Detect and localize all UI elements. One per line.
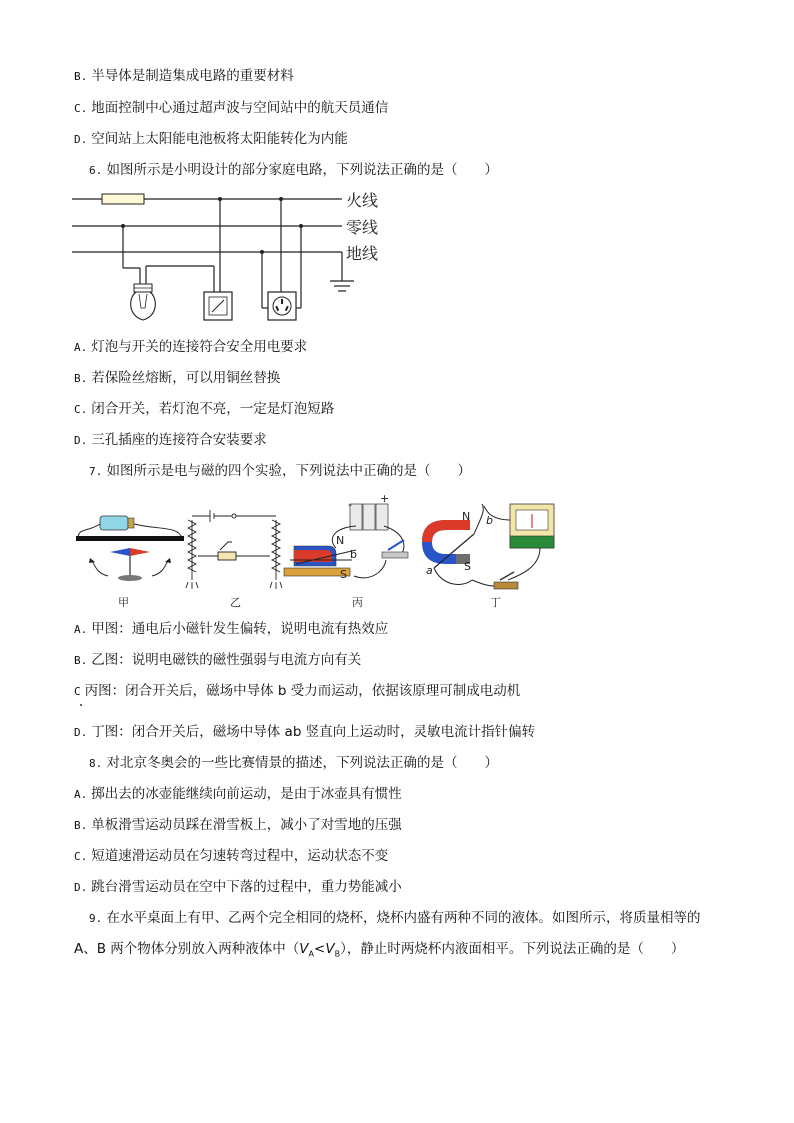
option-letter: A. <box>74 788 88 801</box>
option-letter: A. <box>74 623 88 636</box>
electromagnetism-figures <box>70 490 570 618</box>
option-text: 地面控制中心通过超声波与空间站中的航天员通信 <box>91 100 389 116</box>
option-text: 三孔插座的连接符合安装要求 <box>91 432 267 448</box>
ground-wire-label: 地线 <box>346 244 379 263</box>
caption-yi: 乙 <box>230 596 241 609</box>
option-text: 空间站上太阳能电池板将太阳能转化为内能 <box>91 131 348 147</box>
option-letter: B. <box>74 70 88 83</box>
question-number: 6. <box>89 164 103 177</box>
q8-option-c <box>74 847 388 866</box>
plus-label: + <box>380 492 390 505</box>
option-letter: D. <box>74 133 88 146</box>
question-text: 如图所示是电与磁的四个实验，下列说法中正确的是（ ） <box>106 463 472 479</box>
q7-option-d <box>74 723 535 742</box>
q9-stem-line1 <box>89 909 701 928</box>
volume-subscript-a: A <box>308 949 315 959</box>
caption-bing: 丙 <box>352 596 363 609</box>
question-text: 对北京冬奥会的一些比赛情景的描述，下列说法正确的是（ ） <box>106 755 499 771</box>
option-text: 闭合开关，若灯泡不亮，一定是灯泡短路 <box>91 401 335 417</box>
q8-stem <box>89 754 498 773</box>
three-hole-socket-icon <box>268 292 296 320</box>
household-circuit-figure <box>70 186 400 326</box>
question-text: 在水平桌面上有甲、乙两个完全相同的烧杯，烧杯内盛有两种不同的液体。如图所示，将质量相等的 <box>106 910 701 926</box>
oersted-experiment-icon <box>76 516 184 581</box>
option-text: 灯泡与开关的连接符合安全用电要求 <box>91 339 308 355</box>
option-letter: C. <box>74 850 88 863</box>
question-number: 7. <box>89 465 103 478</box>
option-letter: B. <box>74 819 88 832</box>
q6-option-d <box>74 431 267 450</box>
question-number: 8. <box>89 757 103 770</box>
option-letter: C. <box>74 403 88 416</box>
q8-option-a <box>74 785 402 804</box>
option-text: 甲图：通电后小磁针发生偏转，说明电流有热效应 <box>91 621 389 637</box>
electromagnet-experiment-icon <box>186 510 282 589</box>
q7-option-b <box>74 651 361 670</box>
option-text: 跳台滑雪运动员在空中下落的过程中，重力势能减小 <box>91 879 402 895</box>
conductor-a-label: a <box>426 564 433 577</box>
motor-principle-experiment-icon <box>284 504 408 578</box>
q8-option-b <box>74 816 402 835</box>
option-letter: D. <box>74 434 88 447</box>
option-text: 丁图：闭合开关后，磁场中导体 ab 竖直向上运动时，灵敏电流计指针偏转 <box>91 724 536 740</box>
fuse-icon <box>102 194 144 204</box>
north-pole-label: N <box>336 534 345 547</box>
conductor-b-label-2: b <box>486 514 493 527</box>
question-text: 如图所示是小明设计的部分家庭电路，下列说法正确的是（ ） <box>106 162 499 178</box>
wall-switch-icon <box>204 292 232 320</box>
q6-option-b <box>74 369 280 388</box>
q8-option-d <box>74 878 402 897</box>
q9-stem-line2 <box>74 940 684 964</box>
question-number: 9. <box>89 912 103 925</box>
q6-stem <box>89 161 498 180</box>
light-bulb-icon <box>131 284 156 320</box>
question-text-part1: A、B 两个物体分别放入两种液体中（ <box>74 941 300 957</box>
option-letter: B. <box>74 654 88 667</box>
q5-option-d <box>74 130 348 149</box>
q6-option-c <box>74 400 334 419</box>
volume-symbol-b: V <box>325 941 335 957</box>
caption-jia: 甲 <box>118 596 129 609</box>
option-letter: C. <box>74 102 88 115</box>
q5-option-c <box>74 99 388 118</box>
live-wire-label: 火线 <box>346 191 379 210</box>
option-text: 若保险丝熔断，可以用铜丝替换 <box>91 370 281 386</box>
option-letter: D. <box>74 881 88 894</box>
neutral-wire-label: 零线 <box>346 218 379 237</box>
conductor-b-label: b <box>350 548 357 561</box>
option-text: 掷出去的冰壶能继续向前运动，是由于冰壶具有惯性 <box>91 786 402 802</box>
volume-subscript-b: B <box>334 949 341 959</box>
q7-stem <box>89 462 471 481</box>
caption-ding: 丁 <box>490 596 501 609</box>
option-letter: C <box>74 685 81 698</box>
south-pole-label-2: S <box>464 560 471 573</box>
q6-option-a <box>74 338 307 357</box>
volume-symbol-a: V <box>299 941 309 957</box>
minus-label: - <box>348 498 352 511</box>
option-text: 丙图：闭合开关后，磁场中导体 b 受力而运动，依据该原理可制成电动机 <box>84 683 521 699</box>
option-letter: D. <box>74 726 88 739</box>
north-pole-label-2: N <box>462 510 471 523</box>
option-letter: A. <box>74 341 88 354</box>
q5-option-b <box>74 67 294 86</box>
stray-dot <box>80 704 82 706</box>
question-text-part2: ），静止时两烧杯内液面相平。下列说法正确的是（ ） <box>340 941 685 957</box>
q7-option-c <box>74 682 520 701</box>
option-text: 单板滑雪运动员踩在滑雪板上，减小了对雪地的压强 <box>91 817 402 833</box>
option-text: 乙图：说明电磁铁的磁性强弱与电流方向有关 <box>91 652 362 668</box>
option-text: 短道速滑运动员在匀速转弯过程中，运动状态不变 <box>91 848 389 864</box>
option-letter: B. <box>74 372 88 385</box>
south-pole-label: S <box>340 568 347 581</box>
option-text: 半导体是制造集成电路的重要材料 <box>91 68 294 84</box>
less-than-sign: < <box>314 941 326 957</box>
q7-option-a <box>74 620 388 639</box>
